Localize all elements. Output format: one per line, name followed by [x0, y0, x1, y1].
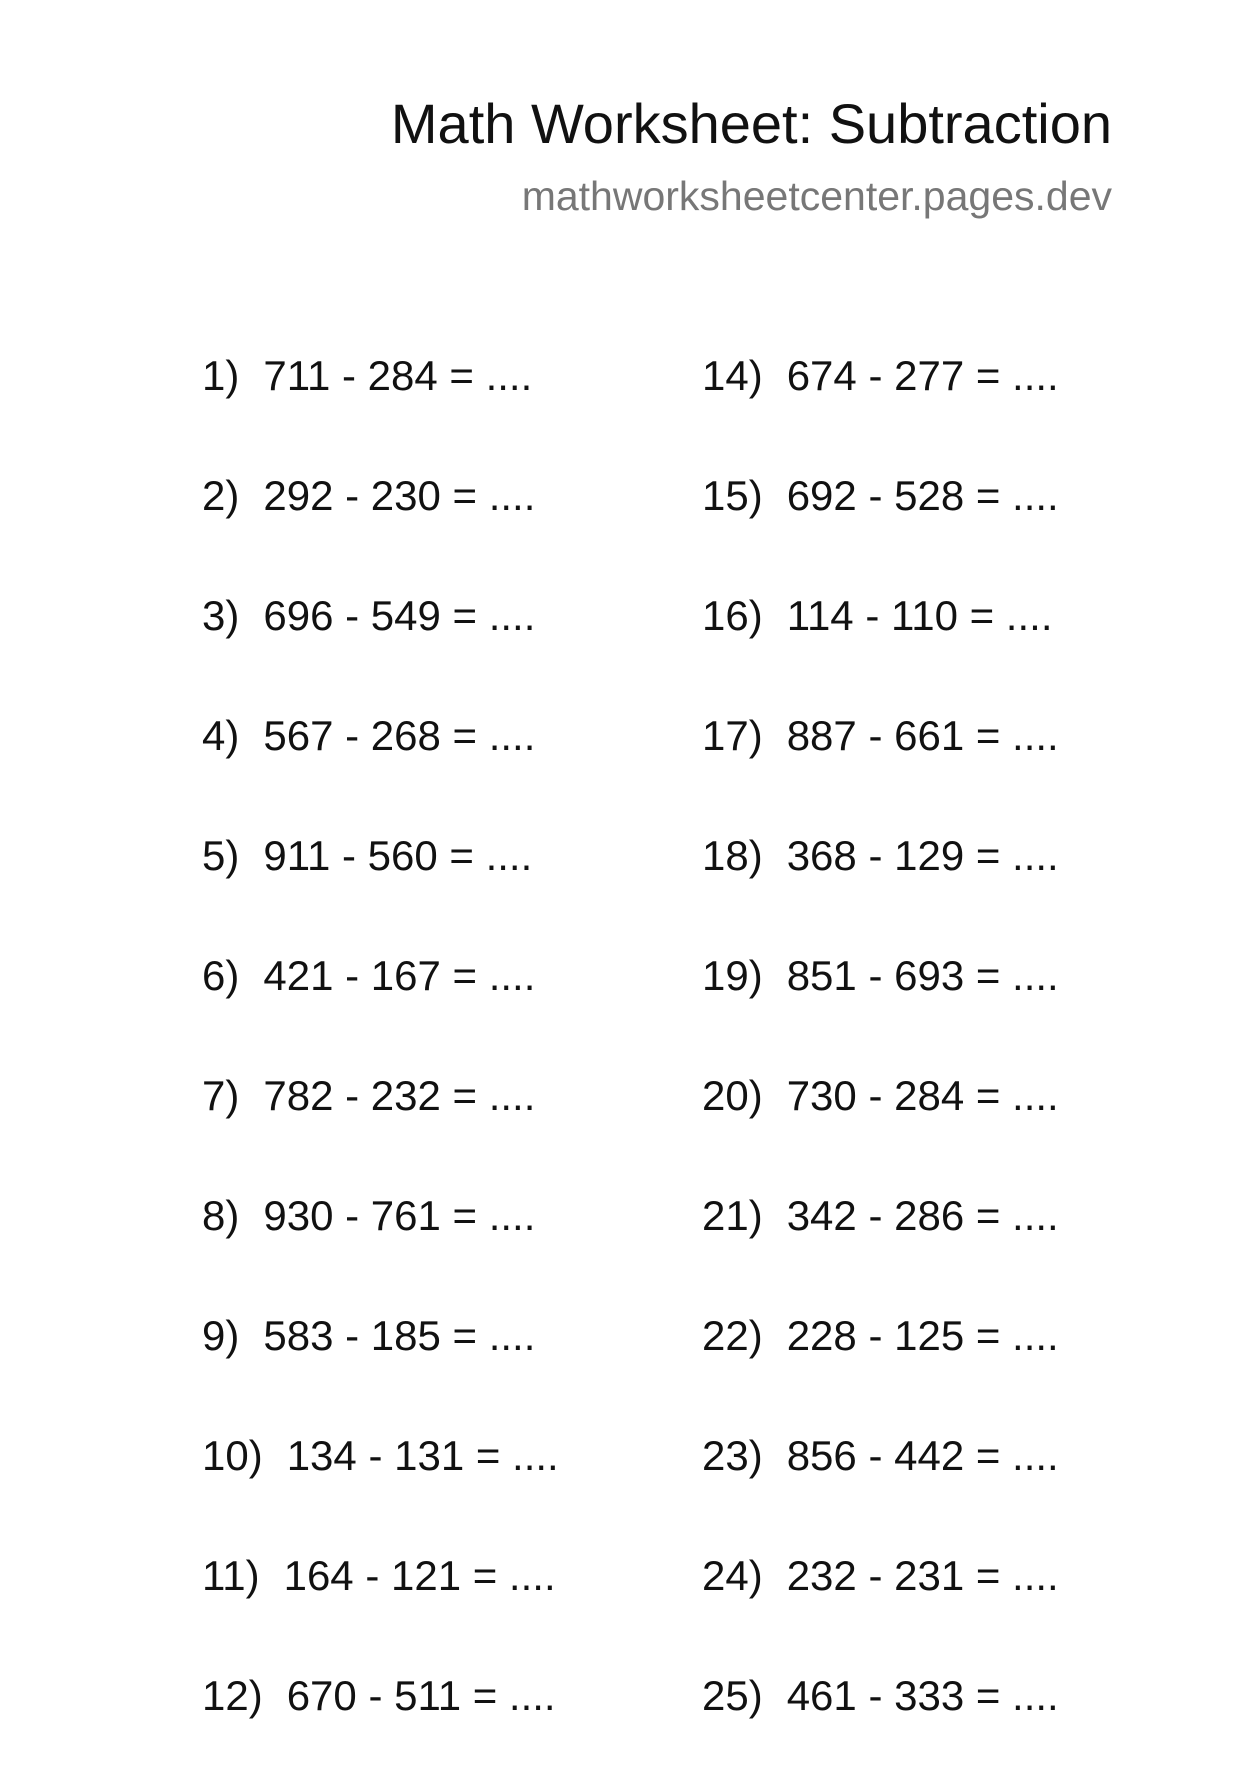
problem-item [202, 1432, 559, 1552]
problem-expression: 730 - 284 = .... [786, 1072, 1059, 1119]
problem-number: 19) [702, 952, 763, 999]
problem-expression: 164 - 121 = .... [283, 1552, 556, 1599]
problem-expression: 292 - 230 = .... [263, 472, 536, 519]
problem-number: 11) [202, 1552, 260, 1599]
problem-item [202, 472, 559, 592]
problem-item [202, 1672, 559, 1792]
problem-expression: 930 - 761 = .... [263, 1192, 536, 1239]
problem-expression: 232 - 231 = .... [786, 1552, 1059, 1599]
page-title: Math Worksheet: Subtraction [390, 92, 1112, 155]
problem-expression: 134 - 131 = .... [286, 1432, 559, 1479]
problem-item [702, 1192, 1059, 1312]
problem-number: 17) [702, 712, 763, 759]
problem-item [702, 1312, 1059, 1432]
problem-item [202, 712, 559, 832]
problem-number: 16) [702, 592, 763, 639]
problem-number: 18) [702, 832, 763, 879]
problem-expression: 711 - 284 = .... [263, 352, 533, 399]
problem-item [702, 1432, 1059, 1552]
problem-number: 24) [702, 1552, 763, 1599]
problem-expression: 228 - 125 = .... [786, 1312, 1059, 1359]
problem-item [202, 352, 559, 472]
problem-item [202, 1552, 559, 1672]
problem-item [702, 472, 1059, 592]
problem-number: 12) [202, 1672, 263, 1719]
problem-number: 10) [202, 1432, 263, 1479]
problem-item [702, 1672, 1059, 1792]
problem-list [0, 352, 1240, 1754]
problem-number: 25) [702, 1672, 763, 1719]
problem-item [702, 952, 1059, 1072]
problem-item [202, 1192, 559, 1312]
problem-item [702, 712, 1059, 832]
problem-expression: 461 - 333 = .... [786, 1672, 1059, 1719]
problem-number: 20) [702, 1072, 763, 1119]
problem-item [702, 832, 1059, 952]
problem-item [202, 1312, 559, 1432]
problem-item [702, 1072, 1059, 1192]
problem-expression: 887 - 661 = .... [786, 712, 1059, 759]
source-site: mathworksheetcenter.pages.dev [521, 173, 1112, 219]
worksheet-header [390, 92, 1112, 219]
problem-number: 8) [202, 1192, 240, 1239]
problem-expression: 782 - 232 = .... [263, 1072, 536, 1119]
problem-number: 1) [202, 352, 240, 399]
problem-item [702, 352, 1059, 472]
problem-item [202, 592, 559, 712]
problem-expression: 583 - 185 = .... [263, 1312, 536, 1359]
problem-expression: 567 - 268 = .... [263, 712, 536, 759]
problem-item [702, 592, 1059, 712]
problem-item [202, 952, 559, 1072]
problem-column-right [702, 352, 1059, 1792]
problem-expression: 342 - 286 = .... [786, 1192, 1059, 1239]
problem-number: 5) [202, 832, 240, 879]
problem-number: 6) [202, 952, 240, 999]
problem-expression: 696 - 549 = .... [263, 592, 536, 639]
problem-expression: 851 - 693 = .... [786, 952, 1059, 999]
problem-number: 4) [202, 712, 240, 759]
problem-number: 7) [202, 1072, 240, 1119]
problem-number: 23) [702, 1432, 763, 1479]
problem-expression: 674 - 277 = .... [786, 352, 1059, 399]
problem-item [702, 1552, 1059, 1672]
problem-item [202, 832, 559, 952]
problem-column-left [202, 352, 559, 1792]
problem-number: 14) [702, 352, 763, 399]
problem-expression: 670 - 511 = .... [286, 1672, 556, 1719]
problem-number: 9) [202, 1312, 240, 1359]
problem-expression: 421 - 167 = .... [263, 952, 536, 999]
problem-expression: 368 - 129 = .... [786, 832, 1059, 879]
problem-number: 22) [702, 1312, 763, 1359]
problem-expression: 911 - 560 = .... [263, 832, 533, 879]
problem-expression: 856 - 442 = .... [786, 1432, 1059, 1479]
problem-expression: 692 - 528 = .... [786, 472, 1059, 519]
problem-number: 15) [702, 472, 763, 519]
problem-number: 21) [702, 1192, 763, 1239]
problem-item [202, 1072, 559, 1192]
problem-number: 2) [202, 472, 240, 519]
problem-number: 3) [202, 592, 240, 639]
problem-expression: 114 - 110 = .... [786, 592, 1053, 639]
